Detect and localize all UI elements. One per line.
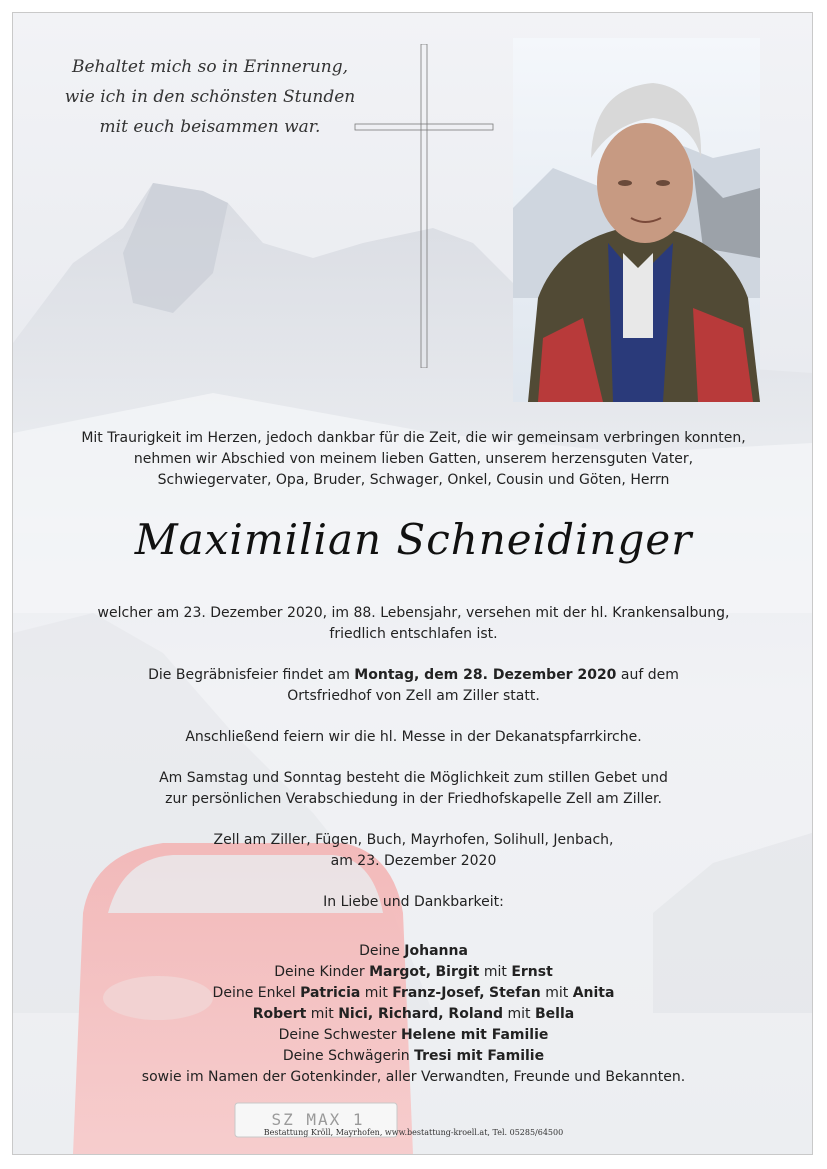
mourner-name: Robert — [252, 1006, 307, 1022]
mourner-line — [50, 1025, 777, 1046]
mourner-name: Margot, — [369, 964, 432, 980]
portrait-photo — [513, 38, 760, 402]
funeral-notice — [50, 665, 777, 707]
intro-text — [50, 428, 777, 491]
viewing-notice — [50, 768, 777, 810]
mourners-list — [50, 941, 777, 1088]
intro-line: nehmen wir Abschied von meinem lieben Gatten, unserem herzensguten Vater, — [133, 451, 694, 467]
mass-notice: Anschließend feiern wir die hl. Messe in der Dekanatspfarrkirche. — [185, 729, 642, 745]
mourner-line — [50, 1004, 777, 1025]
mourner-text: Deine Enkel — [212, 985, 296, 1001]
mourner-name: Ernst — [511, 964, 553, 980]
mourner-name: Birgit — [435, 964, 480, 980]
mourner-text: mit — [364, 985, 388, 1001]
announcement-body — [50, 603, 777, 1088]
cross-icon — [352, 44, 496, 368]
death-line: friedlich entschlafen ist. — [329, 626, 498, 642]
place-line: Zell am Ziller, Fügen, Buch, Mayrhofen, Solihull, Jenbach, — [213, 832, 614, 848]
mourner-text: Deine — [359, 943, 400, 959]
viewing-line: Am Samstag und Sonntag besteht die Möglichkeit zum stillen Gebet und — [159, 770, 668, 786]
funeral-suffix: auf dem — [620, 667, 679, 683]
closing-line: In Liebe und Dankbarkeit: — [323, 894, 504, 910]
mourner-text: mit — [507, 1006, 531, 1022]
funeral-date: Montag, dem 28. Dezember 2020 — [354, 667, 617, 683]
footer-credit: Bestattung Kröll, Mayrhofen, www.bestattung-kroell.at, Tel. 05285/64500 — [263, 1128, 564, 1137]
quote-line: wie ich in den schönsten Stunden — [64, 87, 356, 107]
intro-line: Schwiegervater, Opa, Bruder, Schwager, Onkel, Cousin und Göten, Herrn — [157, 472, 670, 488]
place-date — [50, 830, 777, 872]
date-line: am 23. Dezember 2020 — [330, 853, 497, 869]
mourner-name: Franz-Josef, — [392, 985, 485, 1001]
death-notice — [50, 603, 777, 645]
mourner-text: Deine Schwägerin — [282, 1048, 410, 1064]
intro-line: Mit Traurigkeit im Herzen, jedoch dankbar für die Zeit, die wir gemeinsam verbringen konnten, — [81, 430, 746, 446]
quote-line: Behaltet mich so in Erinnerung, — [71, 57, 349, 77]
mourner-name: Helene mit Familie — [400, 1027, 549, 1043]
mourner-name: Tresi mit Familie — [414, 1048, 545, 1064]
mourner-line — [50, 941, 777, 962]
mourner-line — [50, 962, 777, 983]
mourner-line — [50, 1046, 777, 1067]
deceased-name: Maximilian Schneidinger — [134, 515, 693, 564]
funeral-location: Ortsfriedhof von Zell am Ziller statt. — [287, 688, 540, 704]
mourner-line — [50, 983, 777, 1004]
mourner-name: Anita — [572, 985, 615, 1001]
mourner-name: Stefan — [488, 985, 541, 1001]
mourner-name: Bella — [535, 1006, 575, 1022]
mourner-text: mit — [545, 985, 569, 1001]
mourner-name: Nici, Richard, Roland — [338, 1006, 504, 1022]
mourner-text: mit — [483, 964, 507, 980]
viewing-line: zur persönlichen Verabschiedung in der Friedhofskapelle Zell am Ziller. — [165, 791, 662, 807]
mourner-name: Patricia — [300, 985, 361, 1001]
funeral-prefix: Die Begräbnisfeier findet am — [148, 667, 350, 683]
mourner-text: Deine Schwester — [278, 1027, 397, 1043]
quote-line: mit euch beisammen war. — [99, 117, 321, 137]
mourner-text: mit — [310, 1006, 334, 1022]
death-line: welcher am 23. Dezember 2020, im 88. Lebensjahr, versehen mit der hl. Krankensalbung, — [97, 605, 730, 621]
memorial-quote — [40, 52, 380, 142]
mourner-line: sowie im Namen der Gotenkinder, aller Verwandten, Freunde und Bekannten. — [141, 1069, 686, 1085]
mourner-text: Deine Kinder — [274, 964, 365, 980]
mourner-name: Johanna — [404, 943, 468, 959]
license-plate: SZ MAX 1 — [271, 1110, 365, 1129]
